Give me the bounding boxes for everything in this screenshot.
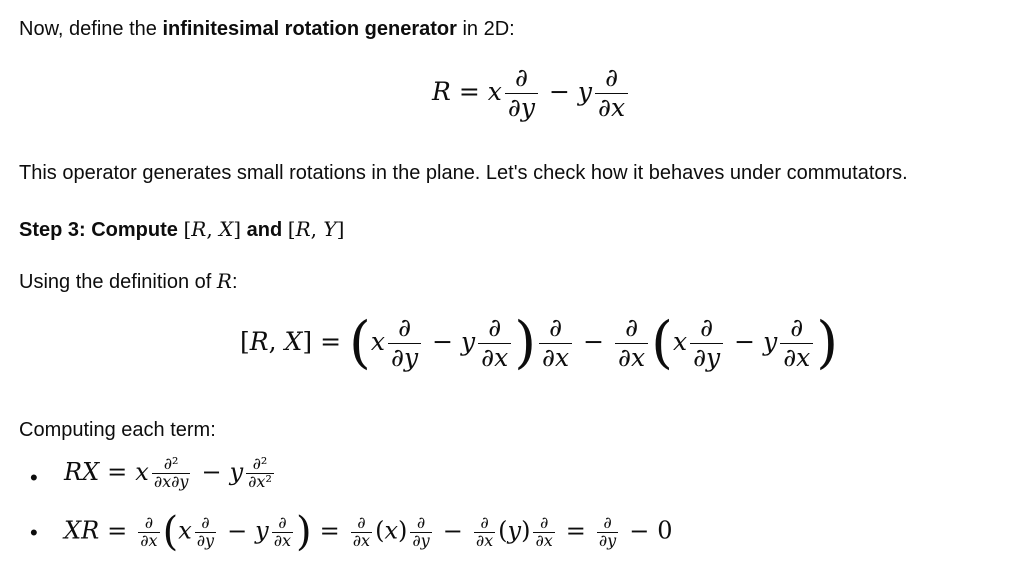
step3-label: Step 3: Compute [19,219,184,241]
equation-commutator: [R, X] = (x $\frac{\partial}{\partial y}$ − y $\frac{\partial}{\partial x}$ ) $\frac{\partial}{\partial x}$ − $\frac{\partial}{\partial x}$ (x $\frac{\partial}{\partial y}$ − y $\frac{\partial}{\partial x}$ ) [240,310,839,376]
intro-prefix: Now, define the [19,18,163,40]
computing-label: Computing each term: [19,419,216,441]
bullet-marker: • [30,465,38,490]
using-symbol: R [216,269,232,293]
description-text: This operator generates small rotations in the plane. Let's check how it behaves under commutators. [19,162,908,184]
bullet-marker: • [30,520,38,545]
equation-rotation-generator: R = x $\frac{\partial}{\partial y}$ − y $\frac{\partial}{\partial x}$ [432,64,631,123]
using-definition-line [19,268,238,295]
intro-suffix: in 2D: [456,18,515,40]
step3-heading [19,216,344,243]
using-text: Using the definition of [19,271,217,293]
step3-bracket-ry: [R, Y] [287,217,345,241]
using-colon: : [231,271,238,293]
step3-and: and [241,219,288,241]
intro-bold-term: infinitesimal rotation generator [162,18,457,40]
bullet-xr-equation: XR = $\frac{\partial}{\partial x}$ (x $\frac{\partial}{\partial y}$ − y $\frac{\partial}{\partial x}$ ) = $\frac{\partial}{\partial x}$ (x) $\frac{\partial}{\partial y}$ − $\frac{\partial}{\partial x}$ (y) $\frac{\partial}{\partial x}$ = $\frac{\partial}{\partial y}$ − 0 [64,509,673,555]
bullet-rx-equation: RX = x $\frac{\text{∂²}}{\partial x\partial y}$ − y $\frac{\text{∂²}}{\text{∂x²}}$ [64,454,272,491]
intro-line [19,16,515,42]
step3-bracket-rx: [R, X] [183,217,242,241]
